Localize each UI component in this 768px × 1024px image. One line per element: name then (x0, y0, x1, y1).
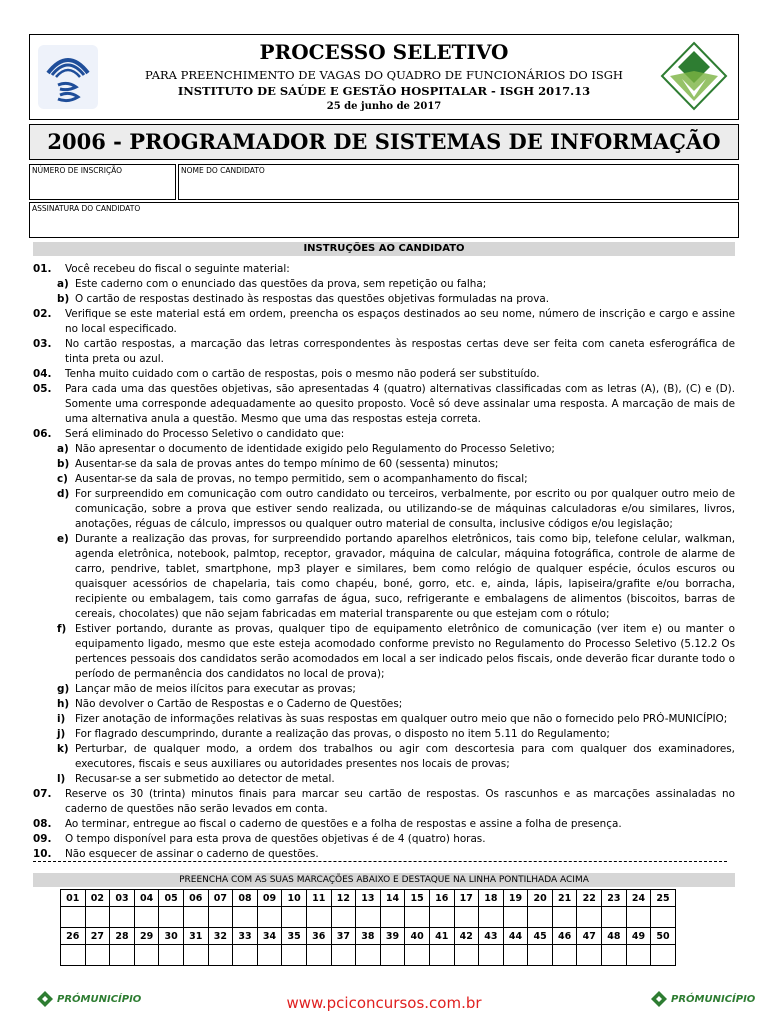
answer-box[interactable] (552, 907, 577, 928)
instruction-subitem (33, 487, 735, 532)
answer-box[interactable] (454, 945, 479, 966)
answer-box[interactable] (134, 945, 159, 966)
answer-grid-blank-row-1 (61, 907, 676, 928)
answer-box[interactable] (528, 907, 553, 928)
instruction-subitem-letter: c) (57, 473, 68, 485)
exam-date: 25 de junho de 2017 (326, 101, 442, 112)
instruction-subitem (33, 682, 735, 697)
exam-header (29, 34, 739, 120)
answer-box[interactable] (282, 907, 307, 928)
answer-grid-number: 45 (528, 928, 553, 945)
answer-box[interactable] (183, 945, 208, 966)
answer-grid-number: 28 (110, 928, 135, 945)
registration-number-field[interactable] (29, 164, 176, 200)
instruction-subitem (33, 277, 735, 292)
answer-grid-number: 07 (208, 890, 233, 907)
answer-grid-number: 36 (306, 928, 331, 945)
instruction-text: Será eliminado do Processo Seletivo o candidato que: (65, 428, 345, 440)
instruction-text: Verifique se este material está em ordem, preencha os espaços destinados ao seu nome, número de inscrição e cargo e assine no local especificado. (65, 308, 735, 335)
answer-box[interactable] (159, 945, 184, 966)
answer-box[interactable] (183, 907, 208, 928)
answer-box[interactable] (405, 945, 430, 966)
instruction-text: Para cada uma das questões objetivas, são apresentadas 4 (quatro) alternativas classificadas com as letras (A), (B), (C) e (D). Somente uma corresponde adequadamente ao quesito proposto. Você só deve assinalar uma resposta. A marcação de mais de uma alternativa anula a questão. Mesmo que uma das respostas esteja correta. (65, 383, 735, 425)
answer-box[interactable] (85, 945, 110, 966)
answer-box[interactable] (233, 907, 258, 928)
answer-box[interactable] (159, 907, 184, 928)
answer-box[interactable] (479, 945, 504, 966)
instruction-subitem-letter: b) (57, 293, 70, 305)
answer-grid-number: 25 (651, 890, 676, 907)
registration-number-label: NÚMERO DE INSCRIÇÃO (32, 166, 123, 175)
instruction-subitem-text: Ausentar-se da sala de provas, no tempo permitido, sem o acompanhamento do fiscal; (75, 473, 528, 485)
instruction-item (33, 367, 735, 382)
answer-grid-number: 50 (651, 928, 676, 945)
instruction-subitem-text: Ausentar-se da sala de provas antes do tempo mínimo de 60 (sessenta) minutos; (75, 458, 499, 470)
instruction-text: No cartão respostas, a marcação das letras correspondentes às respostas certas deve ser feita com caneta esferográfica de tinta preta ou azul. (65, 338, 735, 365)
instruction-subitem-letter: b) (57, 458, 70, 470)
instruction-subitem-letter: i) (57, 713, 66, 725)
instruction-subitem (33, 727, 735, 742)
answer-grid-number: 11 (306, 890, 331, 907)
answer-grid-number: 09 (257, 890, 282, 907)
instruction-item (33, 337, 735, 367)
answer-grid-blank-row-2 (61, 945, 676, 966)
answer-grid-number: 30 (159, 928, 184, 945)
answer-grid-number: 14 (380, 890, 405, 907)
instruction-text: Ao terminar, entregue ao fiscal o caderno de questões e a folha de respostas e assine a folha de presença. (65, 818, 622, 830)
instruction-subitem-letter: a) (57, 278, 69, 290)
answer-grid-number: 13 (356, 890, 381, 907)
promunicipio-diamond-icon (660, 41, 728, 111)
answer-box[interactable] (405, 907, 430, 928)
answer-grid-number: 33 (233, 928, 258, 945)
candidate-name-label: NOME DO CANDIDATO (181, 166, 265, 175)
exam-subtitle: PARA PREENCHIMENTO DE VAGAS DO QUADRO DE FUNCIONÁRIOS DO ISGH (145, 68, 623, 82)
instruction-item (33, 382, 735, 427)
instruction-number: 04. (33, 368, 52, 380)
instruction-number: 03. (33, 338, 52, 350)
answer-box[interactable] (257, 907, 282, 928)
footer-logo-text: PRÓMUNICÍPIO (671, 993, 756, 1005)
instruction-subitem-text: O cartão de respostas destinado às respostas das questões objetivas formuladas na prova. (75, 293, 550, 305)
answer-grid-number: 26 (61, 928, 86, 945)
answer-grid-numbers-row-1 (61, 890, 676, 907)
answer-box[interactable] (602, 945, 627, 966)
answer-grid-number: 03 (110, 890, 135, 907)
instruction-subitem (33, 772, 735, 787)
instruction-number: 05. (33, 383, 52, 395)
instruction-text: Reserve os 30 (trinta) minutos finais para marcar seu cartão de respostas. Os rascunhos e as marcações assinaladas no caderno de questões não serão levados em conta. (65, 788, 735, 815)
answer-grid-number: 44 (503, 928, 528, 945)
instruction-subitem-text: Este caderno com o enunciado das questões da prova, sem repetição ou falha; (75, 278, 487, 290)
answer-grid-number: 20 (528, 890, 553, 907)
answer-grid-number: 27 (85, 928, 110, 945)
answer-box[interactable] (503, 945, 528, 966)
answer-box[interactable] (577, 907, 602, 928)
answer-box[interactable] (577, 945, 602, 966)
answer-box[interactable] (331, 907, 356, 928)
instruction-subitem-text: For flagrado descumprindo, durante a realização das provas, o disposto no item 5.11 do Regulamento; (75, 728, 610, 740)
instruction-subitem (33, 532, 735, 622)
instruction-text: O tempo disponível para esta prova de questões objetivas é de 4 (quatro) horas. (65, 833, 486, 845)
answer-box[interactable] (356, 907, 381, 928)
answer-grid-number: 08 (233, 890, 258, 907)
answer-box[interactable] (602, 907, 627, 928)
instruction-subitem (33, 742, 735, 772)
cut-line (33, 861, 727, 862)
instructions-list (33, 262, 735, 862)
answer-grid-number: 18 (479, 890, 504, 907)
instruction-number: 08. (33, 818, 52, 830)
instruction-subitem-letter: k) (57, 743, 69, 755)
instruction-subitem-text: Lançar mão de meios ilícitos para executar as provas; (75, 683, 356, 695)
answer-grid-number: 29 (134, 928, 159, 945)
instruction-text: Não esquecer de assinar o caderno de questões. (65, 848, 319, 860)
instruction-subitem-text: Estiver portando, durante as provas, qualquer tipo de equipamento eletrônico de comunicação (ver item e) ou manter o equipamento ligado, mesmo que este esteja acomodado conforme previsto no Regulamento do Processo Seletivo (5.12.2 Os pertences pessoais dos candidatos serão acomodados em local a ser indicado pelos fiscais, onde deverão ficar durante todo o período de permanência dos candidatos no local de prova); (75, 623, 735, 680)
instruction-subitem (33, 457, 735, 472)
answer-grid-number: 38 (356, 928, 381, 945)
instruction-subitem-text: For surpreendido em comunicação com outro candidato ou terceiros, verbalmente, por escrito ou por qualquer outro meio de comunicação, sobre a prova que estiver sendo realizada, ou utilizando-se de máquinas calculadoras e/ou similares, livros, anotações, réguas de cálculo, impressos ou qualquer outro material de consulta, inclusive códigos e/ou legislação; (75, 488, 735, 530)
instruction-number: 01. (33, 263, 52, 275)
answer-box[interactable] (282, 945, 307, 966)
answer-box[interactable] (651, 907, 676, 928)
answer-box[interactable] (356, 945, 381, 966)
answer-grid-number: 31 (183, 928, 208, 945)
answer-grid-number: 06 (183, 890, 208, 907)
answer-grid-numbers-row-2 (61, 928, 676, 945)
instruction-subitem (33, 472, 735, 487)
instruction-subitem-letter: l) (57, 773, 66, 785)
instruction-subitem (33, 442, 735, 457)
instruction-text: Tenha muito cuidado com o cartão de respostas, pois o mesmo não poderá ser substituído. (65, 368, 540, 380)
instruction-number: 09. (33, 833, 52, 845)
instruction-item (33, 787, 735, 817)
answer-box[interactable] (503, 907, 528, 928)
answer-grid-number: 02 (85, 890, 110, 907)
footer-url-link[interactable]: www.pciconcursos.com.br (286, 994, 482, 1012)
answer-grid-number: 04 (134, 890, 159, 907)
answer-grid-number: 17 (454, 890, 479, 907)
answer-box[interactable] (110, 945, 135, 966)
answer-grid-number: 42 (454, 928, 479, 945)
answer-box[interactable] (626, 907, 651, 928)
exam-title: PROCESSO SELETIVO (259, 40, 509, 64)
answer-box[interactable] (454, 907, 479, 928)
answer-box[interactable] (552, 945, 577, 966)
answer-grid-number: 47 (577, 928, 602, 945)
answer-box[interactable] (110, 907, 135, 928)
instruction-item (33, 307, 735, 337)
instruction-number: 07. (33, 788, 52, 800)
candidate-name-field[interactable] (178, 164, 739, 200)
instruction-subitem (33, 712, 735, 727)
answer-grid-number: 12 (331, 890, 356, 907)
answer-grid-number: 34 (257, 928, 282, 945)
answer-box[interactable] (528, 945, 553, 966)
footer-logo-text: PRÓMUNICÍPIO (57, 993, 142, 1005)
answer-grid-number: 22 (577, 890, 602, 907)
instruction-item (33, 832, 735, 847)
instruction-item (33, 427, 735, 442)
answer-grid-number: 01 (61, 890, 86, 907)
answer-grid-number: 37 (331, 928, 356, 945)
answer-box[interactable] (331, 945, 356, 966)
answer-grid-number: 16 (429, 890, 454, 907)
answer-grid-number: 43 (479, 928, 504, 945)
instruction-item (33, 847, 735, 862)
instruction-text: Você recebeu do fiscal o seguinte material: (65, 263, 290, 275)
instruction-subitem-letter: e) (57, 533, 69, 545)
instruction-subitem-letter: d) (57, 488, 70, 500)
instruction-subitem-letter: g) (57, 683, 70, 695)
footer-logo-right (650, 988, 755, 1010)
instruction-subitem-text: Durante a realização das provas, for surpreendido portando aparelhos eletrônicos, tais como bip, telefone celular, walkman, agenda eletrônica, notebook, palmtop, receptor, gravador, máquina de calcular, máquina fotográfica, controle de alarme de carro, pendrive, tablet, smartphone, mp3 player e similares, bem como relógio de qualquer espécie, óculos escuros ou quaisquer acessórios de chapelaria, tais como chapéu, boné, gorro, etc. e, ainda, lápis, lapiseira/grafite e/ou borracha, recipiente ou embalagem, tais como garrafas de água, suco, refrigerante e embalagens de alimentos (biscoitos, barras de cereais, chocolates) que não sejam fabricadas em material transparente ou que estejam com o rótulo; (75, 533, 735, 620)
answer-box[interactable] (380, 945, 405, 966)
answer-box[interactable] (306, 945, 331, 966)
instruction-subitem-text: Não apresentar o documento de identidade exigido pelo Regulamento do Processo Seletivo; (75, 443, 555, 455)
answer-box[interactable] (626, 945, 651, 966)
answer-box[interactable] (257, 945, 282, 966)
institute-name: INSTITUTO DE SAÚDE E GESTÃO HOSPITALAR - ISGH 2017.13 (177, 84, 591, 98)
instruction-item (33, 262, 735, 277)
answer-box[interactable] (479, 907, 504, 928)
candidate-signature-field[interactable] (29, 202, 739, 238)
instruction-subitem (33, 697, 735, 712)
instruction-subitem (33, 292, 735, 307)
answer-box[interactable] (233, 945, 258, 966)
answer-grid-number: 24 (626, 890, 651, 907)
instruction-subitem-letter: j) (57, 728, 66, 740)
answer-grid-number: 40 (405, 928, 430, 945)
instruction-subitem-text: Recusar-se a ser submetido ao detector de metal. (75, 773, 335, 785)
instruction-subitem-letter: a) (57, 443, 69, 455)
answer-box[interactable] (61, 907, 86, 928)
answer-box[interactable] (429, 907, 454, 928)
answer-grid-number: 46 (552, 928, 577, 945)
answer-grid-number: 15 (405, 890, 430, 907)
answer-box[interactable] (380, 907, 405, 928)
answer-grid (60, 889, 676, 966)
instructions-heading: INSTRUÇÕES AO CANDIDATO (33, 242, 735, 256)
answer-grid-number: 19 (503, 890, 528, 907)
answer-grid-number: 32 (208, 928, 233, 945)
answer-grid-number: 48 (602, 928, 627, 945)
answer-grid-number: 23 (602, 890, 627, 907)
answer-box[interactable] (208, 945, 233, 966)
instruction-number: 06. (33, 428, 52, 440)
instruction-subitem-text: Fizer anotação de informações relativas às suas respostas em qualquer outro meio que não o fornecido pelo PRÓ-MUNICÍPIO; (75, 713, 728, 725)
answer-box[interactable] (429, 945, 454, 966)
promunicipio-logo-icon (650, 990, 668, 1008)
instruction-item (33, 817, 735, 832)
answer-box[interactable] (61, 945, 86, 966)
answer-grid-number: 10 (282, 890, 307, 907)
answer-box[interactable] (134, 907, 159, 928)
marks-heading: PREENCHA COM AS SUAS MARCAÇÕES ABAIXO E DESTAQUE NA LINHA PONTILHADA ACIMA (33, 873, 735, 887)
instruction-number: 10. (33, 848, 52, 860)
answer-box[interactable] (651, 945, 676, 966)
answer-box[interactable] (306, 907, 331, 928)
answer-grid-number: 39 (380, 928, 405, 945)
answer-grid-number: 35 (282, 928, 307, 945)
instruction-subitem (33, 622, 735, 682)
instruction-subitem-letter: f) (57, 623, 67, 635)
candidate-signature-label: ASSINATURA DO CANDIDATO (32, 204, 141, 213)
answer-box[interactable] (208, 907, 233, 928)
answer-box[interactable] (85, 907, 110, 928)
answer-grid-number: 21 (552, 890, 577, 907)
instruction-number: 02. (33, 308, 52, 320)
instruction-subitem-text: Perturbar, de qualquer modo, a ordem dos trabalhos ou agir com descortesia para com qualquer dos examinadores, executores, fiscais e seus auxiliares ou autoridades presentes nos locais de provas; (75, 743, 735, 770)
instruction-subitem-letter: h) (57, 698, 70, 710)
answer-grid-number: 49 (626, 928, 651, 945)
job-title: 2006 - PROGRAMADOR DE SISTEMAS DE INFORMAÇÃO (29, 124, 739, 160)
instruction-subitem-text: Não devolver o Cartão de Respostas e o Caderno de Questões; (75, 698, 403, 710)
answer-grid-number: 05 (159, 890, 184, 907)
answer-grid-number: 41 (429, 928, 454, 945)
